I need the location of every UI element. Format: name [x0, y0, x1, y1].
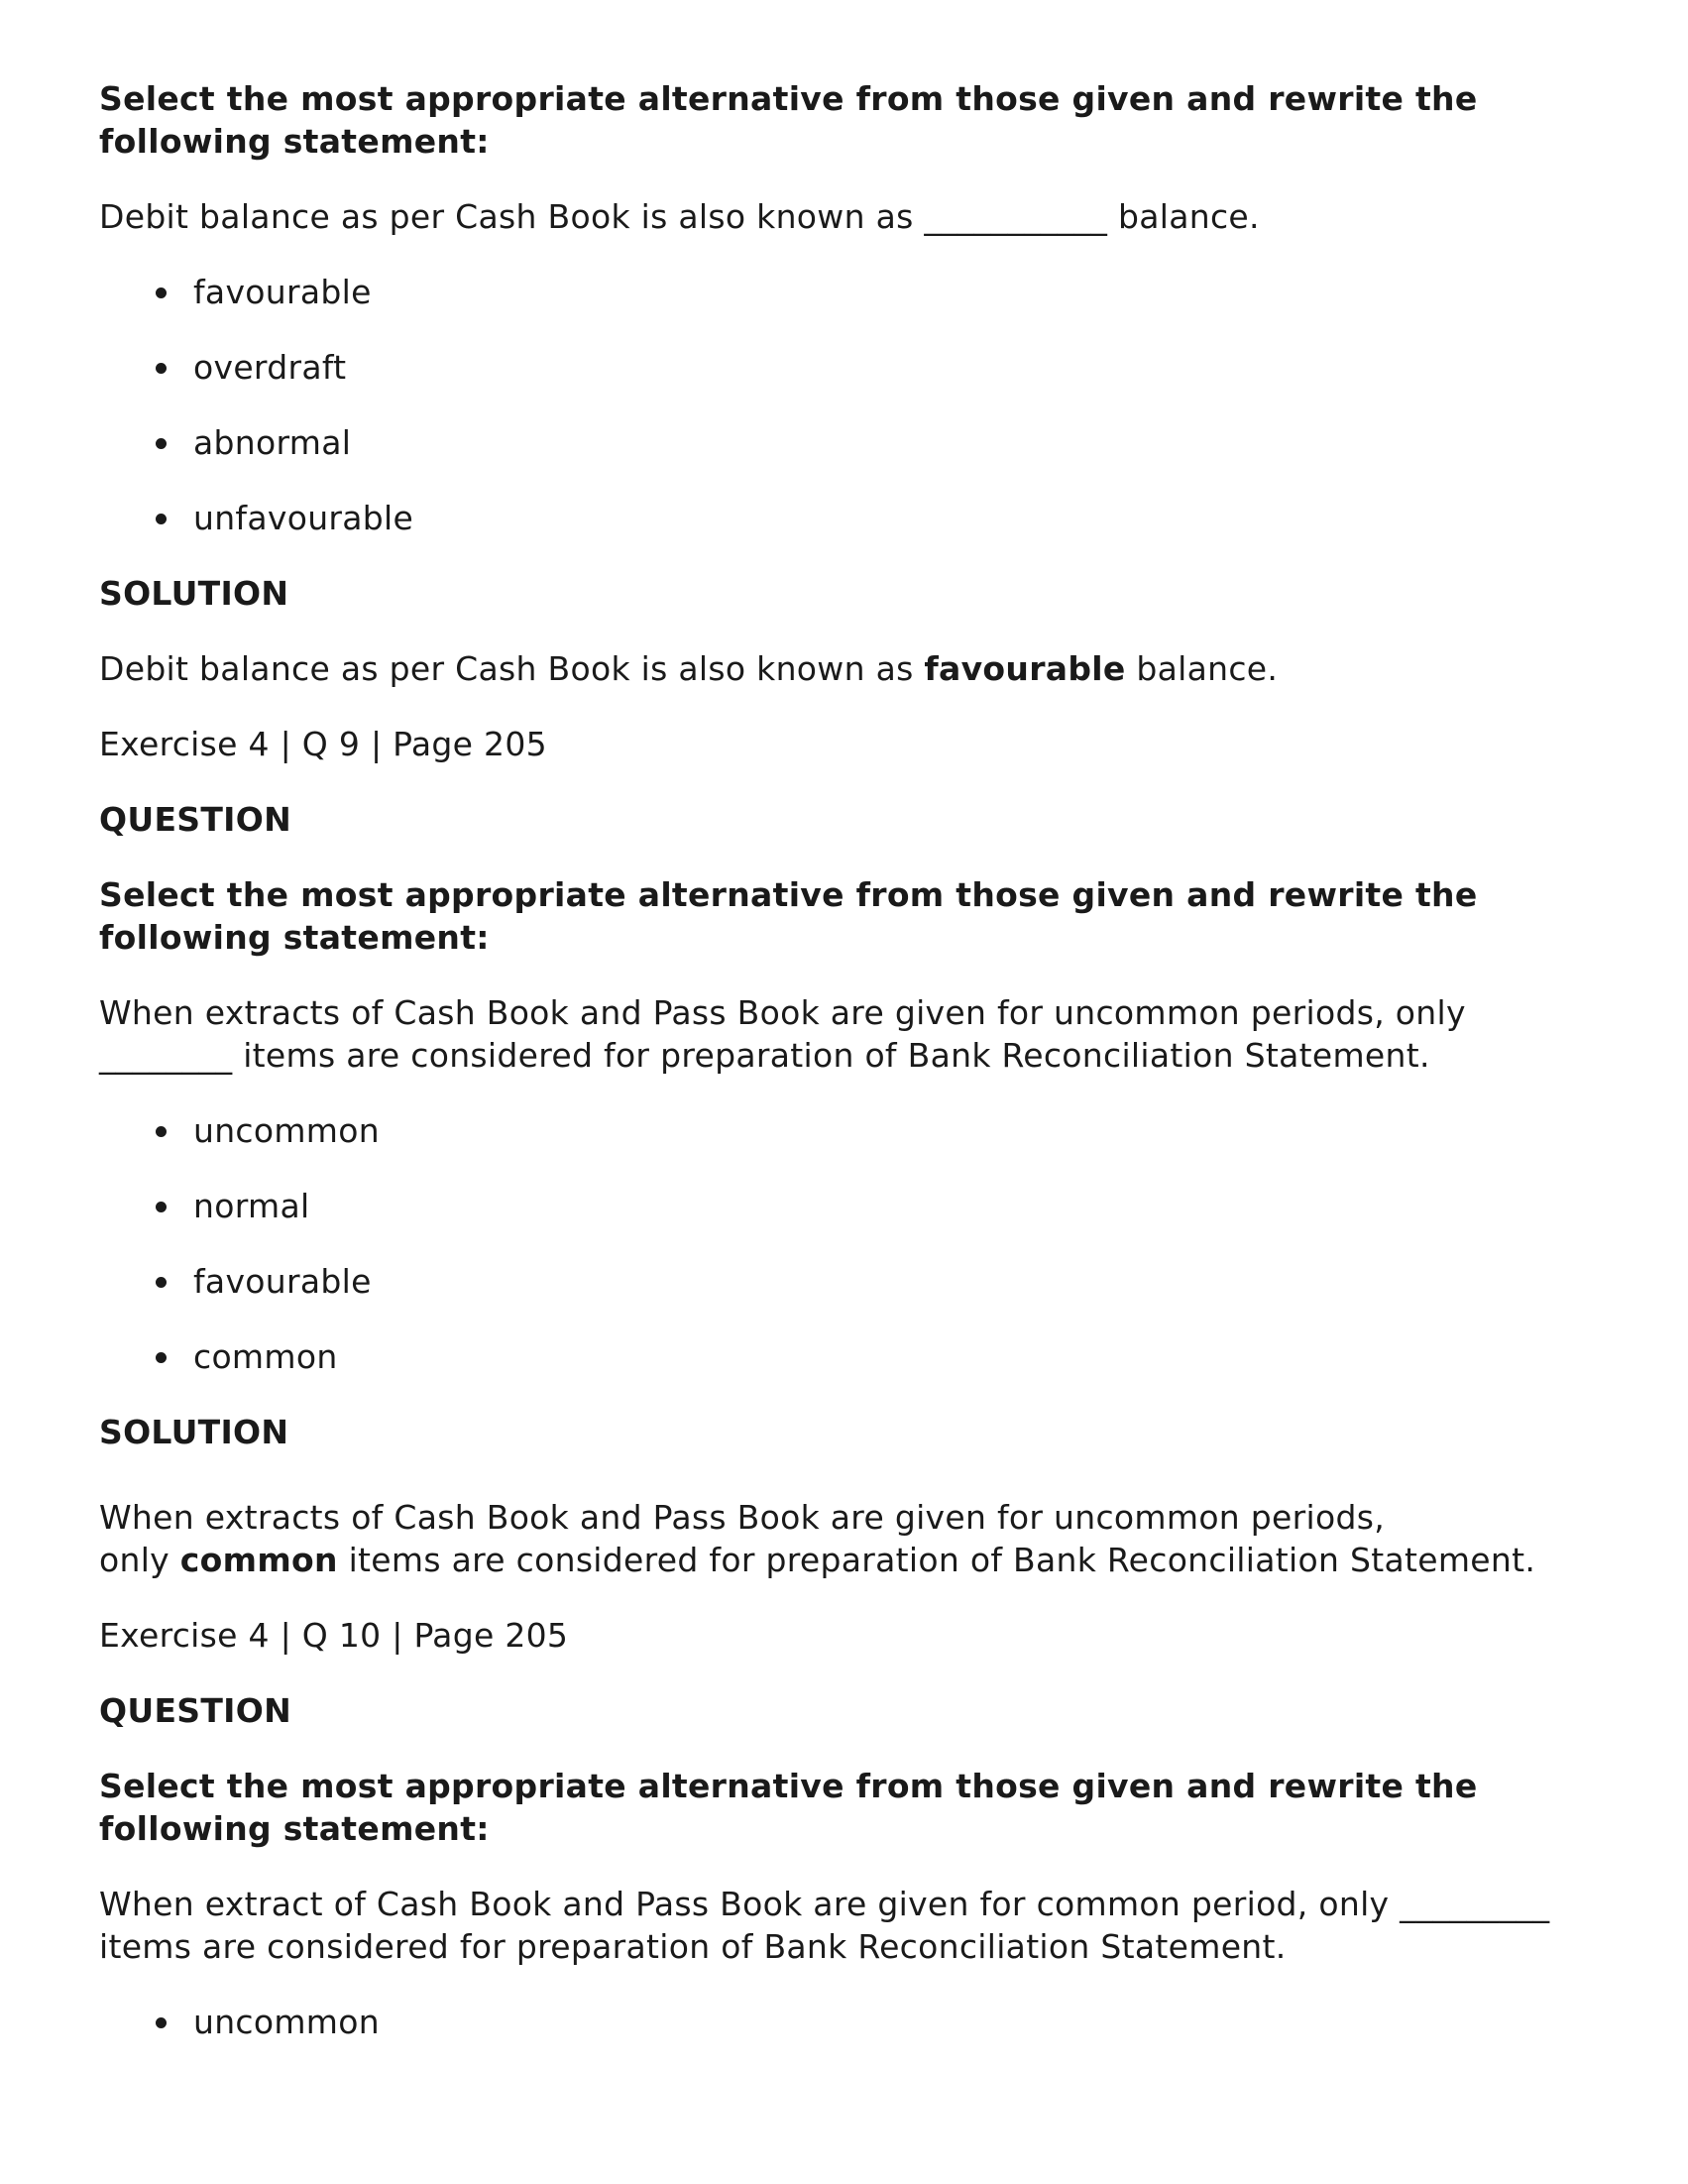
list-item: abnormal	[99, 421, 1606, 464]
bullet-icon	[156, 1202, 167, 1212]
list-item: normal	[99, 1185, 1606, 1227]
q8-solution-answer: favourable	[924, 649, 1126, 688]
list-item: uncommon	[99, 1109, 1606, 1152]
q9-solution-answer: common	[179, 1541, 338, 1579]
document-page	[99, 77, 1606, 2076]
bullet-icon	[156, 1277, 167, 1288]
q8-solution-label: SOLUTION	[99, 574, 289, 613]
q9-reference: Exercise 4 | Q 9 | Page 205	[99, 725, 547, 763]
list-item: common	[99, 1335, 1606, 1378]
bullet-icon	[156, 287, 167, 298]
q8-prompt: Select the most appropriate alternative from those given and rewrite the following statement:	[99, 79, 1478, 161]
q9-solution-label: SOLUTION	[99, 1413, 289, 1451]
q8-options-list	[99, 271, 1606, 539]
q10-prompt: Select the most appropriate alternative from those given and rewrite the following statement:	[99, 1767, 1478, 1848]
list-item: uncommon	[99, 2001, 1606, 2043]
q10-question-label: QUESTION	[99, 1691, 292, 1730]
q9-options-list	[99, 1109, 1606, 1378]
q9-prompt: Select the most appropriate alternative from those given and rewrite the following statement:	[99, 875, 1478, 957]
bullet-icon	[156, 438, 167, 449]
q10-reference: Exercise 4 | Q 10 | Page 205	[99, 1616, 569, 1655]
q10-statement: When extract of Cash Book and Pass Book are given for common period, only _________ items are considered for preparation of Bank Reconciliation Statement.	[99, 1885, 1550, 1966]
bullet-icon	[156, 1352, 167, 1363]
list-item: overdraft	[99, 346, 1606, 389]
list-item: unfavourable	[99, 497, 1606, 539]
q10-options-list	[99, 2001, 1606, 2043]
list-item: favourable	[99, 271, 1606, 313]
q8-statement: Debit balance as per Cash Book is also known as ___________ balance.	[99, 197, 1260, 236]
bullet-icon	[156, 514, 167, 524]
bullet-icon	[156, 2017, 167, 2028]
q9-statement: When extracts of Cash Book and Pass Book are given for uncommon periods, only ________ items are considered for preparation of Bank Reconciliation Statement.	[99, 993, 1466, 1075]
q8-solution-text: Debit balance as per Cash Book is also known as favourable balance.	[99, 649, 1279, 688]
list-item: favourable	[99, 1260, 1606, 1303]
q9-solution-text: When extracts of Cash Book and Pass Book are given for uncommon periods, only common items are considered for preparation of Bank Reconciliation Statement.	[99, 1498, 1536, 1579]
bullet-icon	[156, 363, 167, 374]
bullet-icon	[156, 1126, 167, 1137]
q9-question-label: QUESTION	[99, 800, 292, 839]
